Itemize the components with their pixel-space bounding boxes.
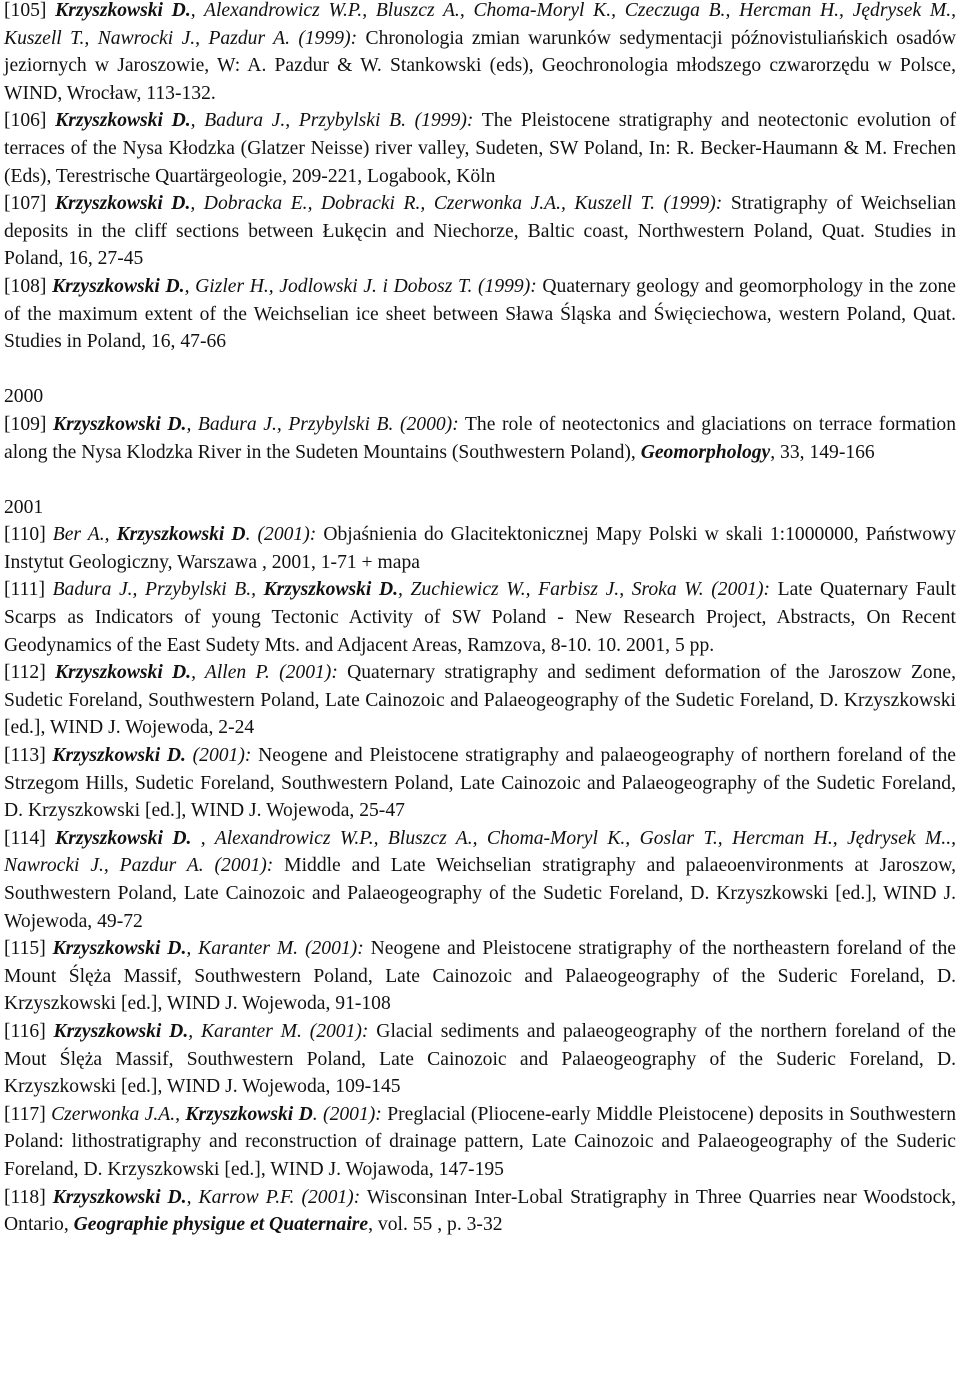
reference-text: The Pleistocene stratigraphy and neotectonic evolution of terraces of the Nysa Kłodzka (Glatzer Neisse) river valley, Sudeten, SW Poland, In: R. Becker-Haumann & M. Frechen (Eds), Terestrische Quartärgeologie, 209-221, Logabook, Köln (4, 110, 956, 187)
reference-authors-year: , Badura J., Przybylski B. (2000): (186, 413, 459, 435)
reference-authors-year: (2001): (185, 745, 252, 767)
reference-entry-107 (4, 190, 956, 273)
reference-entry-116 (4, 1018, 956, 1101)
reference-highlighted-author: Krzyszkowski D. (52, 1186, 187, 1208)
reference-authors-year: , Dobracka E., Dobracki R., Czerwonka J.A., Kuszell T. (1999): (190, 193, 723, 215)
reference-highlighted-author: Krzyszkowski D. (53, 413, 187, 435)
reference-text: Glacial sediments and palaeogeography of the northern foreland of the Mout Ślęża Massif, Southwestern Poland, Late Cainozoic and Palaeogeography of the Suderic Foreland, D. Krzyszkowski [ed.], WIND J. Wojewoda, 109-145 (4, 1020, 956, 1098)
reference-entry-113 (4, 742, 956, 825)
reference-entry-105 (4, 0, 956, 107)
reference-highlighted-author: Krzyszkowski D. (54, 662, 192, 684)
reference-entry-109 (4, 411, 956, 466)
reference-text: Late Quaternary Fault Scarps as Indicators of young Tectonic Activity of SW Poland - New Research Project, Abstracts, On Recent Geodynamics of the East Sudety Mts. and Adjacent Areas, Ramzova, 8-10. 10. 2001, 5 pp. (4, 579, 956, 656)
reference-entry-115 (4, 935, 956, 1018)
year-spacer (4, 356, 956, 384)
reference-number: [116] (4, 1020, 54, 1042)
reference-authors-year: , Allen P. (2001): (191, 662, 338, 684)
reference-text: The role of neotectonics and glaciations on terrace formation along the Nysa Klodzka River in the Sudeten Mountains (Southwestern Poland), (4, 413, 956, 463)
reference-text: Stratigraphy of Weichselian deposits in the cliff sections between Łukęcin and Niechorze, Baltic coast, Northwestern Poland, Quat. Studies in Poland, 16, 27-45 (4, 193, 957, 270)
reference-authors-year: , Gizler H., Jodlowski J. i Dobosz T. (1999): (184, 275, 537, 297)
reference-authors-year: , Badura J., Przybylski B. (1999): (190, 110, 474, 132)
reference-authors-year: , Karanter M. (2001): (186, 938, 364, 960)
reference-number: [108] (4, 275, 53, 297)
reference-highlighted-author: Krzyszkowski D. (55, 110, 191, 132)
reference-authors-year: , Karrow P.F. (2001): (186, 1186, 361, 1208)
reference-entry-117 (4, 1101, 956, 1184)
reference-entry-106 (4, 107, 956, 190)
reference-text: , 33, 149-166 (770, 441, 875, 463)
year-spacer (4, 466, 956, 494)
reference-number: [115] (4, 938, 53, 960)
reference-number: [118] (4, 1186, 53, 1208)
reference-authors-year: , Zuchiewicz W., Farbisz J., Sroka W. (2001): (398, 579, 771, 601)
year-heading: 2000 (4, 386, 44, 408)
reference-text: Neogene and Pleistocene stratigraphy of the northeastern foreland of the Mount Ślęża Massif, Southwestern Poland, Late Cainozoic and Palaeogeography of the Suderic Foreland, D. Krzyszkowski [ed.], WIND J. Wojewoda, 91-108 (4, 938, 956, 1015)
reference-highlighted-author: Krzyszkowski D. (52, 745, 186, 767)
reference-number: [113] (4, 745, 53, 767)
reference-authors-year: , Karanter M. (2001): (188, 1020, 369, 1042)
reference-text: , vol. 55 , p. 3-32 (368, 1214, 503, 1236)
reference-highlighted-author: Krzyszkowski D (185, 1103, 313, 1125)
reference-highlighted-author: Krzyszkowski D. (54, 193, 191, 215)
reference-text: Wisconsinan Inter-Lobal Stratigraphy in Three Quarries near Woodstock, Ontario, (4, 1186, 956, 1236)
reference-entry-114 (4, 825, 956, 935)
reference-authors-year: Ber A., (52, 524, 117, 546)
reference-authors-year: Czerwonka J.A., (51, 1103, 186, 1125)
reference-authors-year: Badura J., Przybylski B., (52, 579, 264, 601)
reference-number: [114] (4, 827, 56, 849)
reference-number: [111] (4, 579, 53, 601)
reference-entry-110 (4, 521, 956, 576)
reference-text: Quaternary geology and geomorphology in the zone of the maximum extent of the Weichselian ice sheet between Sława Śląska and Święciechowa, western Poland, Quat. Studies in Poland, 16, 47-66 (4, 275, 956, 353)
reference-entry-112 (4, 659, 956, 742)
reference-number: [107] (4, 193, 55, 215)
reference-entry-111 (4, 576, 956, 659)
reference-authors-year: , Alexandrowicz W.P., Bluszcz A., Choma-Moryl K., Czeczuga B., Hercman H., Jędrysek M., Kuszell T., Nawrocki J., Pazdur A. (1999): (4, 0, 957, 49)
reference-number: [105] (4, 0, 56, 21)
reference-authors-year: . (2001): (312, 1103, 382, 1125)
reference-number: [109] (4, 413, 54, 435)
reference-text: Chronologia zmian warunków sedymentacji późnovistuliańskich osadów jeziornych w Jaroszowie, W: A. Pazdur & W. Stankowski (eds), Geochronologia młodszego czwarorzędu w Polsce, WIND, Wrocław, 113-132. (4, 27, 956, 104)
reference-text: Middle and Late Weichselian stratigraphy and palaeoenvironments at Jaroszow, Southwestern Poland, Late Cainozoic and Palaeogeography of the Sudetic Foreland, D. Krzyszkowski [ed.], WIND J. Wojewoda, 49-72 (4, 855, 956, 932)
reference-text: Neogene and Pleistocene stratigraphy and palaeogeography of northern foreland of the Strzegom Hills, Sudetic Foreland, Southwestern Poland, Late Cainozoic and Palaeogeography of the Sudetic Foreland, D. Krzyszkowski [ed.], WIND J. Wojewoda, 25-47 (4, 745, 956, 822)
reference-number: [110] (4, 524, 53, 546)
reference-journal: Geomorphology (640, 441, 771, 463)
reference-highlighted-author: Krzyszkowski D. (53, 1020, 189, 1042)
reference-text: Quaternary stratigraphy and sediment deformation of the Jaroszow Zone, Sudetic Foreland, Southwestern Poland, Late Cainozoic and Palaeogeography of the Sudetic Foreland, D. Krzyszkowski [ed.], WIND J. Wojewoda, 2-24 (4, 662, 956, 739)
reference-highlighted-author: Krzyszkowski D. (52, 275, 185, 297)
reference-highlighted-author: Krzyszkowski D. (55, 827, 192, 849)
reference-highlighted-author: Krzyszkowski D. (52, 938, 187, 960)
reference-highlighted-author: Krzyszkowski D. (263, 579, 399, 601)
reference-text: Objaśnienia do Glacitektonicznej Mapy Polski w skali 1:1000000, Państwowy Instytut Geologiczny, Warszawa , 2001, 1-71 + mapa (4, 524, 957, 573)
reference-highlighted-author: Krzyszkowski D. (55, 0, 191, 21)
reference-number: [106] (4, 110, 56, 132)
reference-authors-year: , Alexandrowicz W.P., Bluszcz A., Choma-Moryl K., Goslar T., Hercman H., Jędrysek M.., Nawrocki J., Pazdur A. (2001): (4, 827, 956, 877)
reference-highlighted-author: Krzyszkowski D (116, 524, 246, 546)
year-heading: 2001 (4, 496, 44, 518)
reference-number: [117] (4, 1103, 52, 1125)
reference-number: [112] (4, 662, 55, 684)
reference-journal: Geographie physigue et Quaternaire (73, 1214, 369, 1236)
reference-authors-year: . (2001): (245, 524, 317, 546)
reference-text: Preglacial (Pliocene-early Middle Pleistocene) deposits in Southwestern Poland: lithostratigraphy and reconstruction of drainage pattern, Late Cainozoic and Palaeogeography of the Suderic Foreland, D. Krzyszkowski [ed.], WIND J. Wojawoda, 147-195 (4, 1103, 957, 1180)
reference-entry-108 (4, 273, 956, 356)
reference-entry-118 (4, 1184, 956, 1239)
